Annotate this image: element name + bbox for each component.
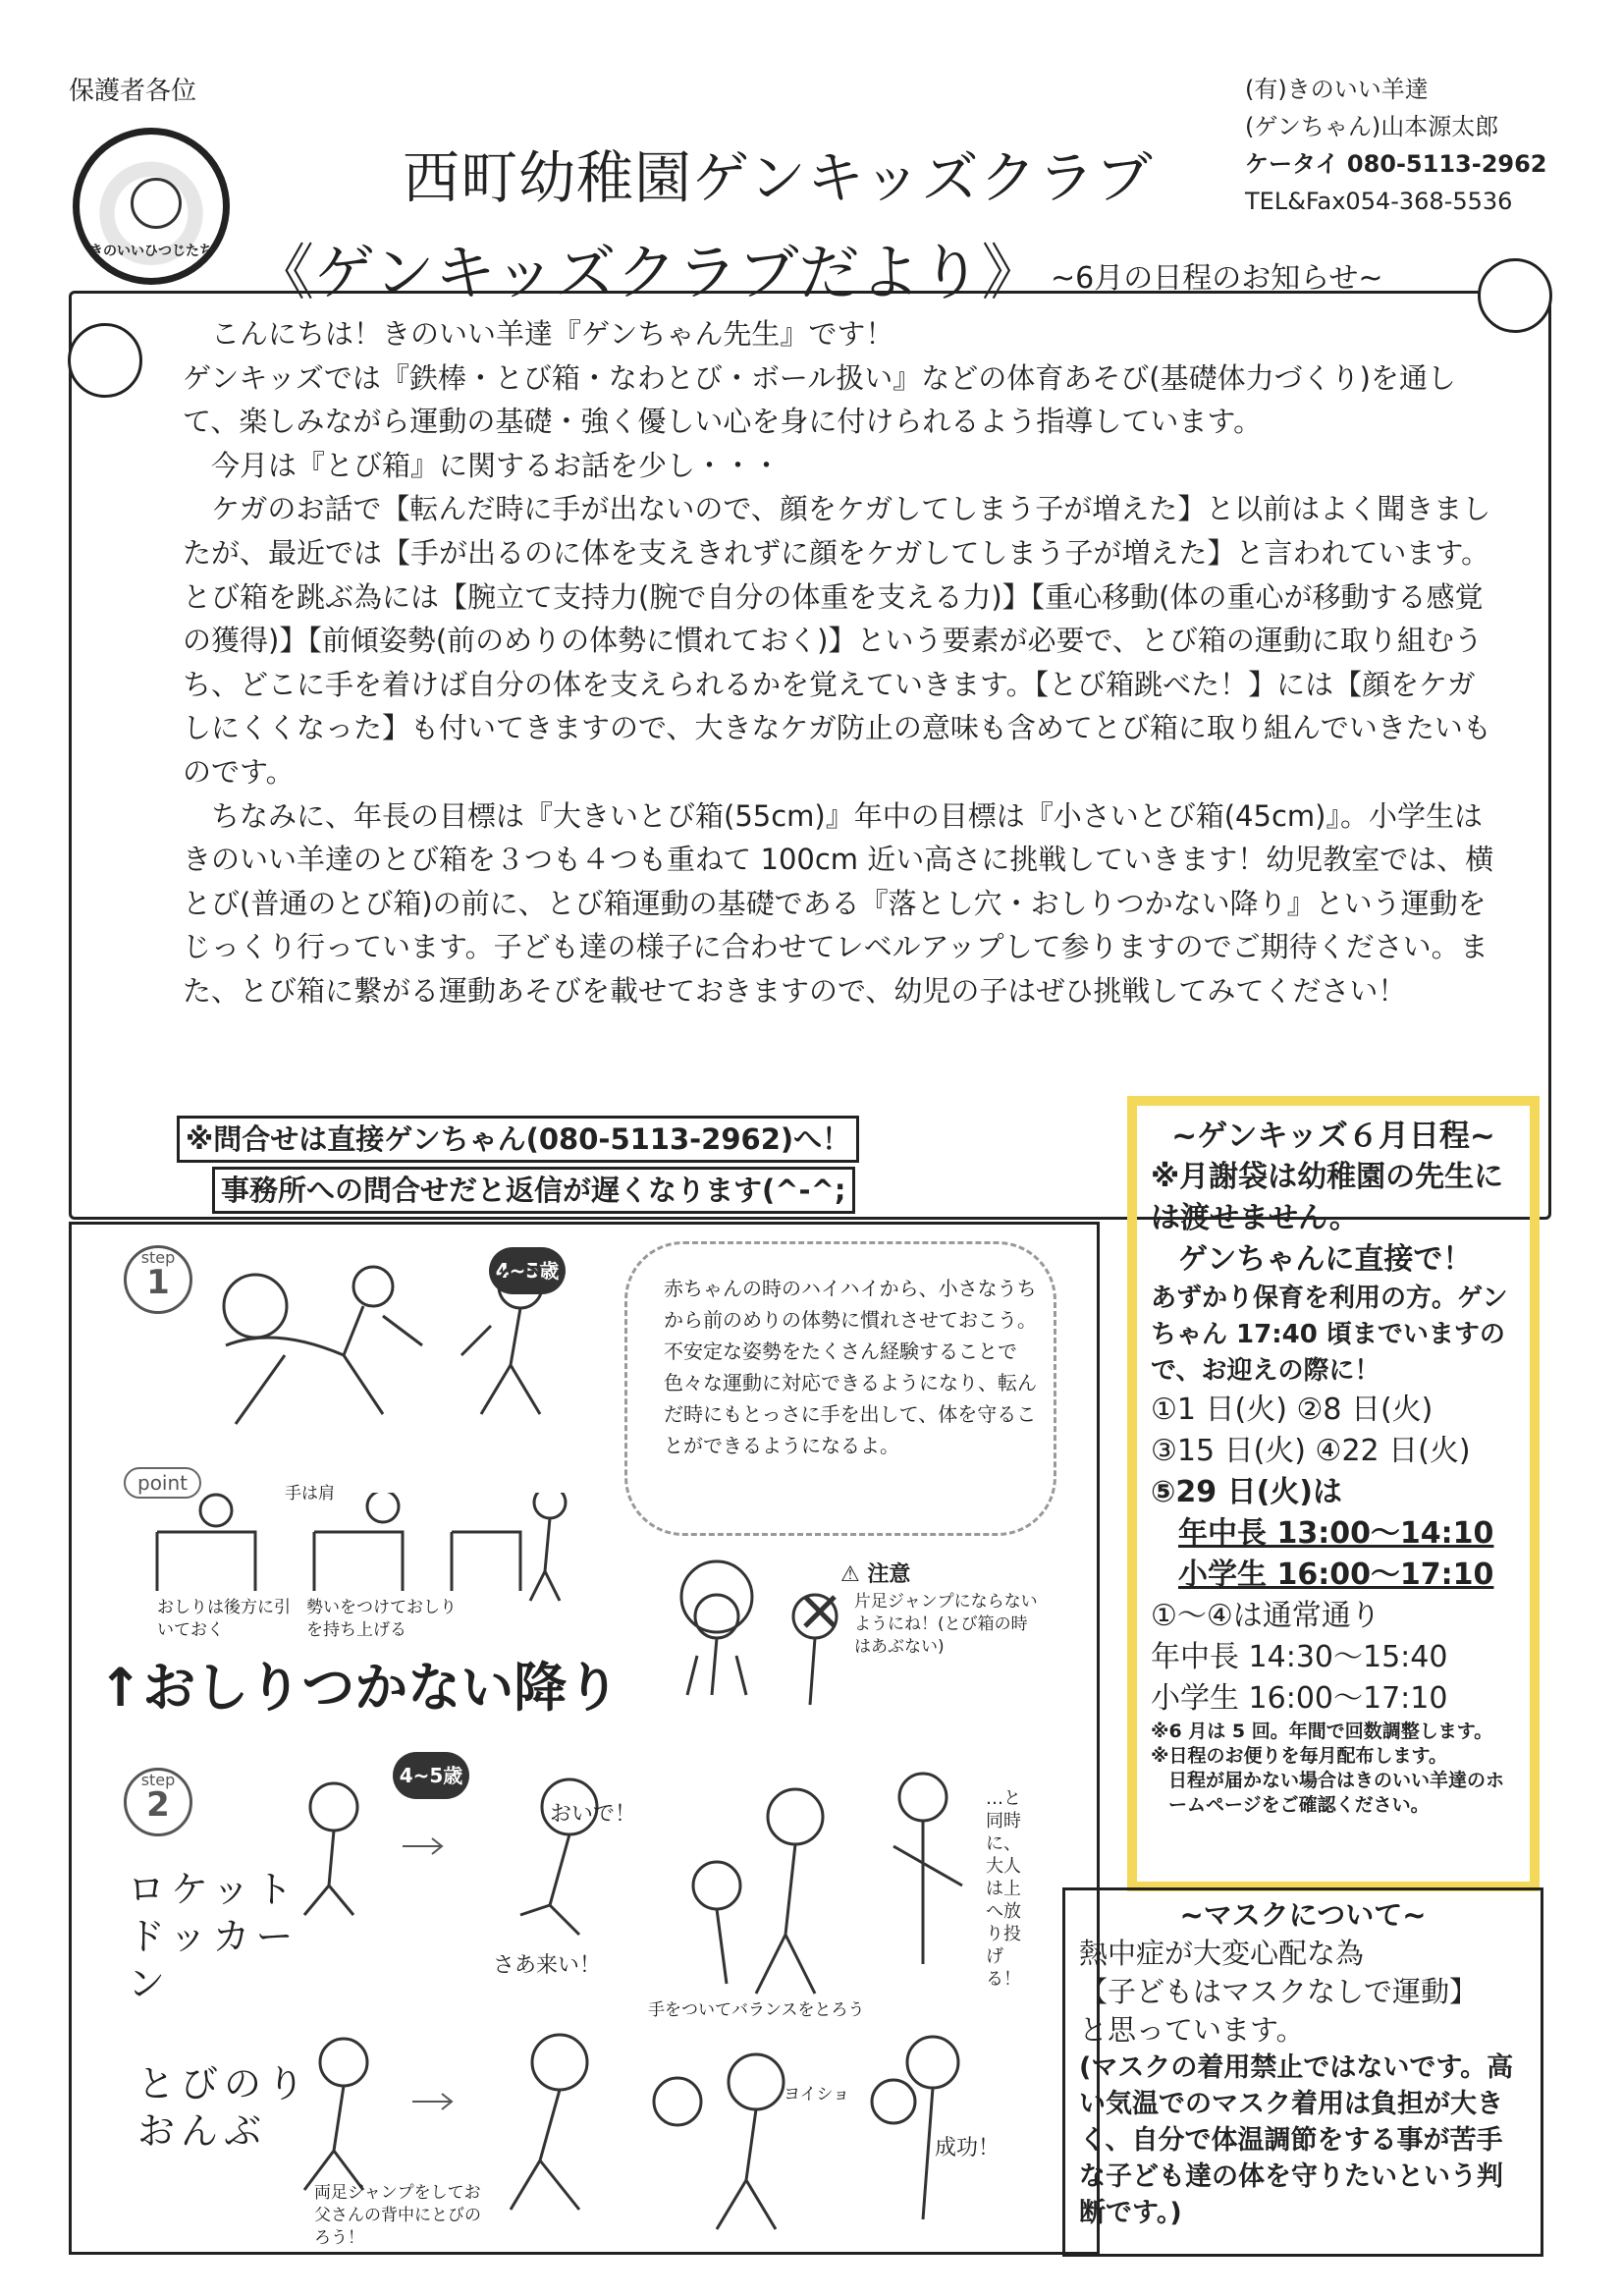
exercise-title-oshiri: ↑おしりつかない降り bbox=[98, 1657, 621, 1719]
oide-label: おいで！ bbox=[550, 1802, 637, 1827]
saa-label: さあ来い！ bbox=[493, 1953, 602, 1978]
rocket-label: ロケットドッカーン bbox=[128, 1868, 299, 2005]
schedule-dates-1: ①1 日(火) ②8 日(火) bbox=[1151, 1393, 1434, 1427]
advice-bubble-text: 赤ちゃんの時のハイハイから、小さなうちから前のめりの体勢に慣れさせておこう。不安定な姿勢をたくさん経験することで色々な運動に対応できるようになり、転んだ時にもとっさに手を出して、体を守ることができるようになるよ。 bbox=[664, 1277, 1037, 1457]
schedule-time-5a: 年中長 13:00～14:10 bbox=[1178, 1516, 1494, 1551]
mask-line-1: 熱中症が大変心配な為 bbox=[1079, 1937, 1365, 1970]
schedule-small-1: ※6 月は 5 回。年間で回数調整します。 bbox=[1151, 1721, 1493, 1742]
balance-note: 手をついてバランスをとろう bbox=[648, 2000, 865, 2020]
seiko-label: 成功！ bbox=[935, 2136, 1001, 2160]
newsletter-title: 《ゲンキッズクラブだより》 bbox=[253, 237, 1043, 308]
scroll-curl-left-icon bbox=[68, 323, 142, 398]
mask-line-2: 【子どもはマスクなしで運動】 bbox=[1079, 1975, 1479, 2008]
schedule-small-2: ※日程のお便りを毎月配布します。 bbox=[1151, 1745, 1447, 1767]
tobinori-label: とびのりおんぶ bbox=[137, 2062, 311, 2153]
mask-notice-box bbox=[1062, 1887, 1543, 2257]
schedule-note-1: ※月謝袋は幼稚園の先生には渡せません。 bbox=[1151, 1160, 1504, 1235]
schedule-regular: ①～④は通常通り bbox=[1151, 1599, 1380, 1633]
vault-steps-illustration bbox=[147, 1493, 619, 1611]
age-badge-1: 4~5歳 bbox=[489, 1247, 566, 1294]
letter-intro: ゲンキッズでは『鉄棒・とび箱・なわとび・ボール扱い』などの体育あそび(基礎体力づくり)を通して、楽しみながら運動の基礎・強く優しい心を身に付けられるよう指導しています。 bbox=[183, 360, 1456, 439]
warning-icon: ⚠ bbox=[840, 1562, 860, 1587]
step-2-word: step bbox=[140, 1771, 176, 1789]
schedule-note-3: あずかり保育を利用の方。ゲンちゃん 17:40 頃までいますので、お迎えの際に！ bbox=[1151, 1284, 1508, 1386]
company-logo bbox=[73, 128, 230, 285]
recipient-label: 保護者各位 bbox=[69, 77, 197, 106]
contact-note bbox=[177, 1116, 859, 1218]
schedule-title: ~ゲンキッズ６月日程~ bbox=[1171, 1119, 1495, 1154]
letter-injury: ケガのお話で【転んだ時に手が出ないので、顔をケガしてしまう子が増えた】と以前はよく聞きましたが、最近では【手が出るのに体を支えきれずに顔をケガしてしまう子が増えた】と言われています。とび箱を跳ぶ為には【腕立て支持力(腕で自分の体重を支える力)】【重心移動(体の重心が移動する感覚の獲得)】【前傾姿勢(前のめりの体勢に慣れておく)】という要素が必要で、とび箱の運動に取り組むうち、どこに手を着けば自分の体を支えられるかを覚えていきます。【とび箱跳べた！】には【顔をケガしにくくなった】も付いてきますので、大きなケガ防止の意味も含めてとび箱に取り組んでいきたいものです。 bbox=[183, 492, 1491, 789]
step-1-number: 1 bbox=[146, 1263, 170, 1302]
caption-hips-back: おしりは後方に引いておく bbox=[157, 1598, 291, 1640]
point-badge: point bbox=[124, 1467, 201, 1499]
mask-line-3: と思っています。 bbox=[1079, 2013, 1305, 2047]
yoisho-label: ヨイショ bbox=[784, 2085, 850, 2105]
letter-body bbox=[183, 312, 1498, 1013]
june-schedule-box bbox=[1127, 1096, 1540, 1891]
schedule-date-5: ⑤29 日(火)は bbox=[1151, 1475, 1343, 1509]
crawling-children-illustration bbox=[196, 1257, 609, 1434]
mask-line-4: (マスクの着用禁止ではないです。高い気温でのマスク着用は負担が大きく、自分で体温調節をする事が苦手な子ども達の体を守りたいという判断です。) bbox=[1079, 2052, 1514, 2228]
sheep-face-icon bbox=[131, 178, 182, 229]
schedule-time-b: 小学生 16:00～17:10 bbox=[1151, 1681, 1448, 1716]
caption-lift-hips: 勢いをつけておしりを持ち上げる bbox=[306, 1598, 457, 1640]
step-1-word: step bbox=[140, 1248, 176, 1267]
logo-text: きのいいひつじたち bbox=[89, 244, 213, 259]
mask-title: ~マスクについて~ bbox=[1179, 1898, 1427, 1932]
age-badge-2: 4~5歳 bbox=[393, 1752, 469, 1799]
newsletter-subtitle: ~6月の日程のお知らせ~ bbox=[1051, 261, 1383, 296]
step-2-number: 2 bbox=[146, 1785, 170, 1825]
schedule-time-a: 年中長 14:30～15:40 bbox=[1151, 1640, 1448, 1674]
adult-throw-note: …と同時に、大人は上へ放り投げる！ bbox=[986, 1788, 1021, 1990]
letter-goals: ちなみに、年長の目標は『大きいとび箱(55cm)』年中の目標は『小さいとび箱(45cm)』。小学生はきのいい羊達のとび箱を３つも４つも重ねて 100cm 近い高さに挑戦していきます！幼児教室では、横とび(普通のとび箱)の前に、とび箱運動の基礎である『落とし穴・おしりつかない降り』という運動をじっくり行っています。子ども達の様子に合わせてレベルアップして参りますのでご期待ください。また、とび箱に繋がる運動あそびを載せておきますので、幼児の子はぜひ挑戦してみてください！ bbox=[183, 798, 1494, 1008]
caution-label: 注意 bbox=[867, 1562, 911, 1587]
hand-note: 手は肩 bbox=[285, 1484, 335, 1503]
contact-line-2: 事務所への問合せだと返信が遅くなります(^-^; bbox=[212, 1167, 855, 1214]
step-2-badge bbox=[124, 1768, 192, 1836]
caution-title bbox=[840, 1558, 910, 1588]
company-mobile: ケータイ 080-5113-2962 bbox=[1245, 150, 1547, 178]
company-person: (ゲンちゃん)山本源太郎 bbox=[1245, 113, 1499, 140]
caution-text: 片足ジャンプにならないようにね！(とび箱の時はあぶない) bbox=[854, 1592, 1038, 1657]
company-info bbox=[1245, 71, 1547, 220]
page-title: 西町幼稚園ゲンキッズクラブ bbox=[403, 144, 1154, 211]
step-1-badge bbox=[124, 1245, 192, 1314]
jump-caption: 両足ジャンプをしてお父さんの背中にとびのろう！ bbox=[314, 2183, 481, 2248]
company-name: (有)きのいい羊達 bbox=[1245, 76, 1429, 103]
letter-topic: 今月は『とび箱』に関するお話を少し・・・ bbox=[211, 448, 782, 482]
rocket-illustration bbox=[285, 1768, 1031, 2023]
schedule-dates-2: ③15 日(火) ④22 日(火) bbox=[1151, 1434, 1471, 1468]
contact-line-1: ※問合せは直接ゲンちゃん(080-5113-2962)へ！ bbox=[177, 1116, 859, 1163]
schedule-time-5b: 小学生 16:00～17:10 bbox=[1178, 1558, 1494, 1592]
company-tel: TEL&Fax054-368-5536 bbox=[1245, 188, 1513, 215]
schedule-small-3: 日程が届かない場合はきのいい羊達のホームページをご確認ください。 bbox=[1168, 1770, 1505, 1816]
schedule-note-2: ゲンちゃんに直接で！ bbox=[1178, 1242, 1473, 1277]
letter-greeting: こんにちは！きのいい羊達『ゲンちゃん先生』です！ bbox=[211, 317, 894, 351]
